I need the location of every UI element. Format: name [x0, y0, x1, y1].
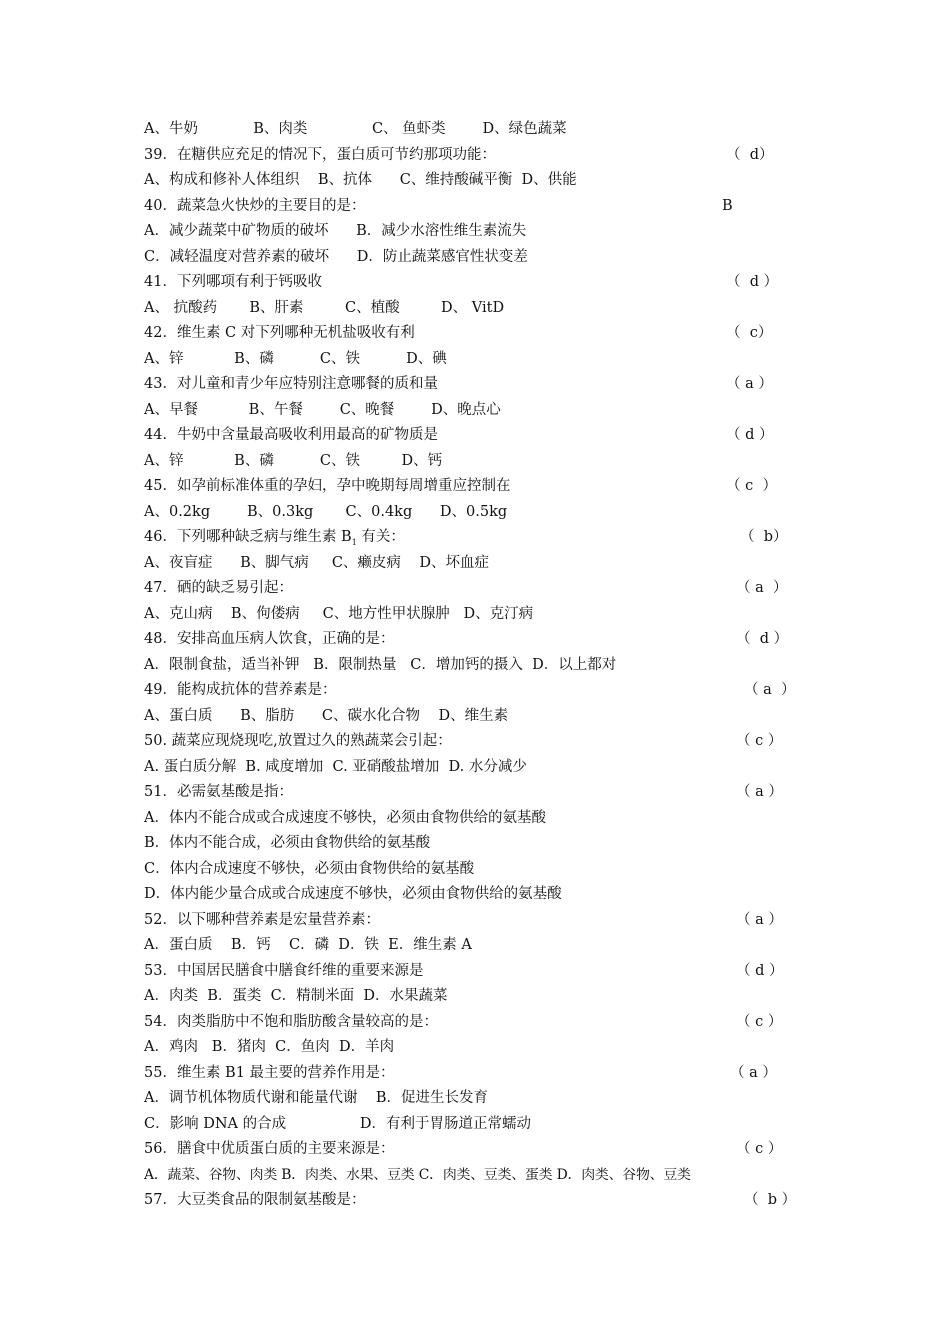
question-text: 44．牛奶中含量最高吸收利用最高的矿物质是 [144, 427, 438, 443]
question-51 [144, 780, 824, 806]
answer-label: （ a ） [726, 376, 773, 392]
answer-label: （ d） [726, 146, 774, 163]
question-42 [144, 321, 824, 347]
question-52 [144, 908, 824, 934]
option-text: A．肉类 B．蛋类 C．精制米面 D．水果蔬菜 [144, 988, 448, 1004]
option-text: A、牛奶 B、肉类 C、 鱼虾类 D、绿色蔬菜 [144, 121, 567, 137]
question-text: 45．如孕前标准体重的孕妇，孕中晚期每周增重应控制在 [144, 478, 511, 494]
option-text: A、锌 B、磷 C、铁 D、钙 [144, 452, 443, 469]
question-53 [144, 959, 824, 985]
option-text: A、克山病 B、佝偻病 C、地方性甲状腺肿 D、克汀病 [144, 605, 534, 622]
options-line-46 [144, 551, 824, 577]
answer-label: （ d ） [726, 274, 779, 290]
answer-label: （ c ） [736, 1141, 783, 1157]
option-text: A．体内不能合成或合成速度不够快，必须由食物供给的氨基酸 [144, 809, 546, 826]
answer-label: （ a ） [730, 1064, 777, 1081]
option-text: A、锌 B、磷 C、铁 D、碘 [144, 350, 447, 367]
options-line-44 [144, 449, 824, 475]
options-line-50 [144, 755, 824, 781]
options-line-53 [144, 984, 824, 1010]
question-text: 55．维生素 B1 最主要的营养作用是： [144, 1064, 395, 1081]
options-line-56 [144, 1163, 824, 1189]
question-text: 43．对儿童和青少年应特别注意哪餐的质和量 [144, 376, 438, 392]
question-46 [144, 525, 824, 551]
option-text: A．调节机体物质代谢和能量代谢 B．促进生长发育 [144, 1090, 489, 1106]
question-55 [144, 1061, 824, 1087]
answer-label: （ d ） [736, 962, 784, 979]
options-line-51c [144, 857, 824, 883]
question-44 [144, 423, 824, 449]
answer-label: （ d ） [736, 631, 789, 647]
options-line-38 [144, 117, 824, 143]
option-text: B．体内不能合成，必须由食物供给的氨基酸 [144, 835, 431, 851]
options-line-49 [144, 704, 824, 730]
answer-label: （ c ） [736, 733, 783, 749]
question-text: 42．维生素 C 对下列哪种无机盐吸收有利 [144, 325, 415, 341]
options-line-55a [144, 1086, 824, 1112]
answer-label: （ a ） [744, 682, 796, 698]
answer-label: （ a ） [736, 580, 788, 596]
option-text: A．鸡肉 B．猪肉 C．鱼肉 D．羊肉 [144, 1039, 395, 1055]
options-line-39 [144, 168, 824, 194]
question-43 [144, 372, 824, 398]
question-56 [144, 1137, 824, 1163]
option-text: A、 抗酸药 B、肝素 C、植酸 D、 VitD [144, 299, 505, 316]
question-57 [144, 1188, 824, 1214]
answer-label: （ d ） [726, 427, 774, 443]
question-48 [144, 627, 824, 653]
question-text: 41．下列哪项有利于钙吸收 [144, 274, 322, 290]
question-text: 50. 蔬菜应现烧现吃,放置过久的熟蔬菜会引起： [144, 733, 452, 749]
options-line-48 [144, 653, 824, 679]
question-text-tail: 有关： [356, 529, 405, 545]
question-text: 56．膳食中优质蛋白质的主要来源是： [144, 1141, 395, 1157]
question-47 [144, 576, 824, 602]
options-line-41 [144, 296, 824, 322]
question-39 [144, 143, 824, 169]
question-text: 53．中国居民膳食中膳食纤维的重要来源是 [144, 962, 424, 979]
answer-label: （ a ） [736, 911, 783, 928]
question-49 [144, 678, 824, 704]
option-text: C．影响 DNA 的合成 D．有利于胃肠道正常蠕动 [144, 1115, 531, 1132]
options-line-45 [144, 500, 824, 526]
option-text: A、夜盲症 B、脚气病 C、癞皮病 D、坏血症 [144, 554, 489, 571]
options-line-43 [144, 398, 824, 424]
options-line-54 [144, 1035, 824, 1061]
option-text: C．体内合成速度不够快，必须由食物供给的氨基酸 [144, 860, 475, 877]
answer-label: B [722, 197, 733, 214]
option-text: A、构成和修补人体组织 B、抗体 C、维持酸碱平衡 D、供能 [144, 172, 577, 188]
question-text: 52．以下哪种营养素是宏量营养素： [144, 911, 380, 928]
question-text: 54．肉类脂肪中不饱和脂肪酸含量较高的是： [144, 1013, 438, 1030]
options-line-52 [144, 933, 824, 959]
option-text: A、早餐 B、午餐 C、晚餐 D、晚点心 [144, 401, 501, 418]
answer-label: （ b） [740, 529, 788, 545]
question-text: 47．硒的缺乏易引起： [144, 580, 293, 596]
answer-label: （ c ） [736, 1013, 783, 1030]
options-line-51a [144, 806, 824, 832]
answer-label: （ a ） [736, 784, 783, 800]
subscript-1: 1 [351, 538, 357, 547]
question-54 [144, 1010, 824, 1036]
option-text: D．体内能少量合成或合成速度不够快，必须由食物供给的氨基酸 [144, 886, 562, 902]
question-text: 57．大豆类食品的限制氨基酸是： [144, 1192, 366, 1208]
question-50 [144, 729, 824, 755]
question-text: 39．在糖供应充足的情况下，蛋白质可节约那项功能： [144, 146, 496, 163]
option-text: A．限制食盐，适当补钾 B．限制热量 C．增加钙的摄入 D．以上都对 [144, 656, 617, 673]
question-text: 49．能构成抗体的营养素是： [144, 682, 337, 698]
option-text: C．减轻温度对营养素的破坏 D．防止蔬菜感官性状变差 [144, 248, 528, 265]
answer-label: （ c） [726, 325, 773, 341]
options-line-40a [144, 219, 824, 245]
options-line-51b [144, 831, 824, 857]
answer-label: （ c ） [726, 478, 777, 494]
options-line-55b [144, 1112, 824, 1138]
question-text: 51．必需氨基酸是指： [144, 784, 293, 800]
question-text: 40．蔬菜急火快炒的主要目的是： [144, 197, 366, 214]
question-45 [144, 474, 824, 500]
options-line-40b [144, 245, 824, 271]
options-line-42 [144, 347, 824, 373]
question-40 [144, 194, 824, 220]
option-text: A. 蛋白质分解 B. 咸度增加 C. 亚硝酸盐增加 D. 水分减少 [144, 758, 527, 775]
option-text: A．减少蔬菜中矿物质的破坏 B．减少水溶性维生素流失 [144, 223, 527, 239]
option-text: A．蛋白质 B．钙 C．磷 D．铁 E．维生素 A [144, 937, 472, 953]
option-text: A、0.2kg B、0.3kg C、0.4kg D、0.5kg [144, 503, 508, 520]
answer-label: （ b ） [744, 1192, 797, 1208]
options-line-47 [144, 602, 824, 628]
option-text: A．蔬菜、谷物、肉类 B．肉类、水果、豆类 C．肉类、豆类、蛋类 D．肉类、谷物、豆类 [144, 1166, 691, 1183]
option-text: A、蛋白质 B、脂肪 C、碳水化合物 D、维生素 [144, 707, 509, 724]
question-text-main: 46．下列哪种缺乏病与维生素 B [144, 529, 352, 545]
question-41 [144, 270, 824, 296]
question-text: 48．安排高血压病人饮食，正确的是： [144, 631, 395, 647]
options-line-51d [144, 882, 824, 908]
